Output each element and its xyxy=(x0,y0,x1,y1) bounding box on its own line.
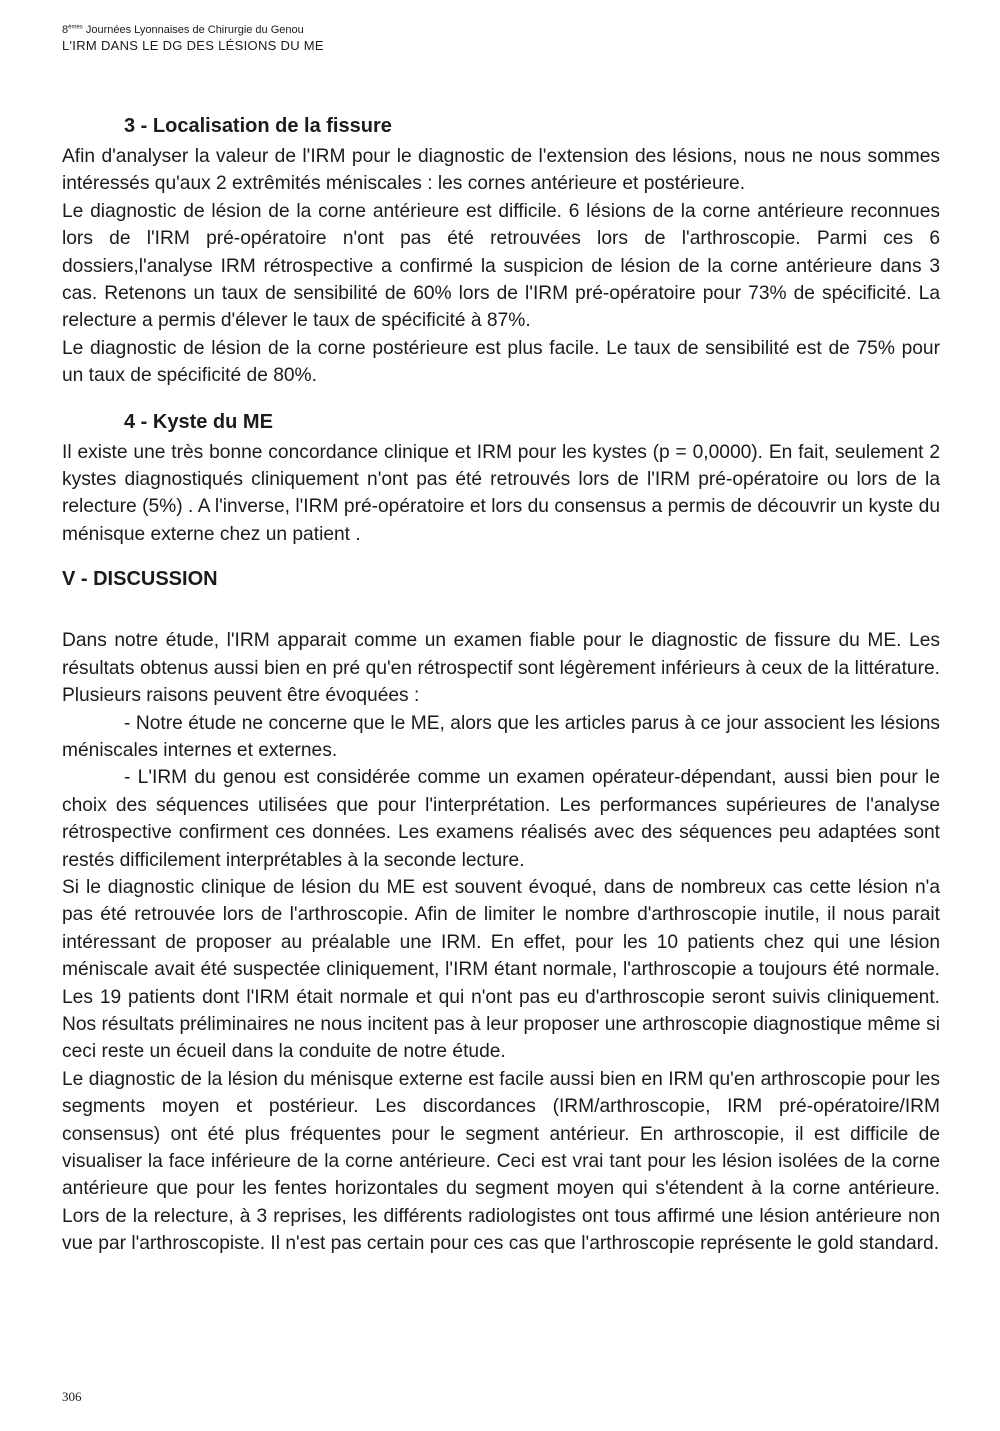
section-4-paragraph-1: Il existe une très bonne concordance clinique et IRM pour les kystes (p = 0,0000). En fait, seulement 2 kystes diagnostiqués cliniquement n'ont pas été retrouvés lors de l'IRM pré-opératoire ou lors de la relecture (5%) . A l'inverse, l'IRM pré-opératoire et lors du consensus a permis de découvrir un kyste du ménisque externe chez un patient . xyxy=(62,441,940,545)
header-article-title: L'IRM DANS LE DG DES LÉSIONS DU ME xyxy=(62,37,324,53)
section-3-paragraph-3: Le diagnostic de lésion de la corne postérieure est plus facile. Le taux de sensibilité est de 75% pour un taux de spécificité de 80%. xyxy=(62,337,940,387)
running-header xyxy=(62,24,324,54)
discussion-heading: V - DISCUSSION xyxy=(62,568,218,591)
section-3-heading: 3 - Localisation de la fissure xyxy=(124,115,392,137)
header-ordinal-suffix: èmes xyxy=(68,24,83,31)
discussion-point-2: - L'IRM du genou est considérée comme un examen opérateur-dépendant, aussi bien pour le choix des séquences utilisées que pour l'interprétation. Les performances supérieures de l'analyse rétrospective confirment ces données. Les examens réalisés avec des séquences peu adaptées sont restés difficilement interprétables à la seconde lecture. xyxy=(62,767,940,871)
discussion-point-1: - Notre étude ne concerne que le ME, alors que les articles parus à ce jour associent les lésions méniscales internes et externes. xyxy=(62,712,940,761)
spacer xyxy=(62,390,940,409)
discussion-paragraph-1: Si le diagnostic clinique de lésion du ME est souvent évoqué, dans de nombreux cas cette lésion n'a pas été retrouvée lors de l'arthroscopie. Afin de limiter le nombre d'arthroscopie inutile, il nous parait intéressant de proposer au préalable une IRM. En effet, pour les 10 patients chez qui une lésion méniscale avait été suspectée cliniquement, l'IRM étant normale, l'arthroscopie a toujours été normale. Les 19 patients dont l'IRM était normale et qui n'ont pas eu d'arthroscopie seront suivis cliniquement. Nos résultats préliminaires ne nous incitent pas à leur proposer une arthroscopie diagnostique même si ceci reste un écueil dans la conduite de notre étude. xyxy=(62,876,940,1063)
spacer xyxy=(62,548,940,566)
discussion-paragraph-2: Le diagnostic de la lésion du ménisque externe est facile aussi bien en IRM qu'en arthroscopie pour les segments moyen et postérieur. Les discordances (IRM/arthroscopie, IRM pré-opératoire/IRM consensus) ont été plus fréquentes pour le segment antérieur. En arthroscopie, il est difficile de visualiser la face inférieure de la corne antérieure. Ceci est vrai tant pour les lésion isolées de la corne antérieure que pour les fentes horizontales du segment moyen qui s'étendent à la corne antérieure. Lors de la relecture, à 3 reprises, les différents radiologistes ont tous affirmé une lésion antérieure non vue par l'arthroscopiste. Il n'est pas certain pour ces cas que l'arthroscopie représente le gold standard. xyxy=(62,1068,940,1255)
body-text xyxy=(62,113,940,1258)
header-conference-line xyxy=(62,24,324,38)
header-ordinal: 8 xyxy=(62,24,69,36)
header-conference-name: Journées Lyonnaises de Chirurgie du Genou xyxy=(82,24,304,36)
spacer xyxy=(62,592,940,627)
section-3-paragraph-2: Le diagnostic de lésion de la corne antérieure est difficile. 6 lésions de la corne antérieure reconnues lors de l'IRM pré-opératoire n'ont pas été retrouvées lors de l'arthroscopie. Parmi ces 6 dossiers,l'analyse IRM rétrospective a confirmé la suspicion de lésion de la corne antérieure dans 3 cas. Retenons un taux de sensibilité de 60% lors de l'IRM pré-opératoire pour 73% de spécificité. La relecture a permis d'élever le taux de spécificité à 87%. xyxy=(62,200,940,332)
discussion-intro: Dans notre étude, l'IRM apparait comme un examen fiable pour le diagnostic de fissure du ME. Les résultats obtenus aussi bien en pré qu'en rétrospectif sont légèrement inférieurs à ceux de la littérature. Plusieurs raisons peuvent être évoquées : xyxy=(62,630,940,707)
page-number: 306 xyxy=(62,1389,82,1404)
section-3-paragraph-1: Afin d'analyser la valeur de l'IRM pour le diagnostic de l'extension des lésions, nous ne nous sommes intéressés qu'aux 2 extrêmités méniscales : les cornes antérieure et postérieure. xyxy=(62,146,940,195)
section-4-heading: 4 - Kyste du ME xyxy=(124,410,273,433)
